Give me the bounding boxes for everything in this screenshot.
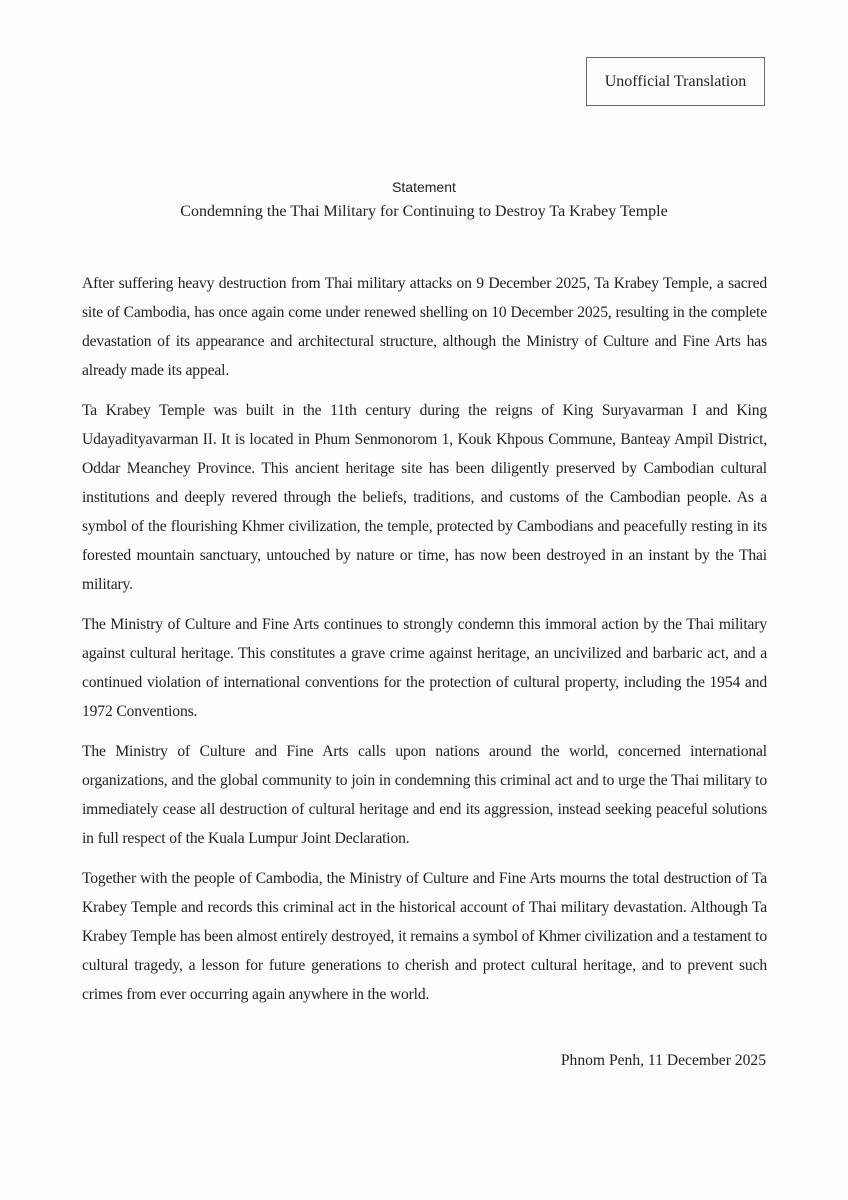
place-and-date: Phnom Penh, 11 December 2025 [560, 1052, 766, 1069]
stamp-label: Unofficial Translation [604, 72, 747, 90]
unofficial-translation-stamp [586, 57, 765, 106]
paragraph-4: The Ministry of Culture and Fine Arts calls upon nations around the world, concerned international organizations, and the global community to join in condemning this criminal act and to urge the Thai military to immediately cease all destruction of cultural heritage and end its aggression, instead seeking peaceful solutions in full respect of the Kuala Lumpur Joint Declaration. [82, 743, 767, 847]
statement-body [82, 269, 767, 1020]
paragraph-1: After suffering heavy destruction from Thai military attacks on 9 December 2025, Ta Krabey Temple, a sacred site of Cambodia, has once again come under renewed shelling on 10 December 2025, resulting in the complete devastation of its appearance and architectural structure, although the Ministry of Culture and Fine Arts has already made its appeal. [82, 275, 767, 379]
statement-title: Condemning the Thai Military for Continuing to Destroy Ta Krabey Temple [180, 203, 668, 220]
paragraph-2: Ta Krabey Temple was built in the 11th century during the reigns of King Suryavarman I and King Udayadityavarman II. It is located in Phum Senmonorom 1, Kouk Khpous Commune, Banteay Ampil District, Oddar Meanchey Province. This ancient heritage site has been diligently preserved by Cambodian cultural institutions and deeply revered through the beliefs, traditions, and customs of the Cambodian people. As a symbol of the flourishing Khmer civilization, the temple, protected by Cambodians and peacefully resting in its forested mountain sanctuary, untouched by nature or time, has now been destroyed in an instant by the Thai military. [82, 402, 767, 593]
statement-label: Statement [392, 179, 456, 195]
paragraph-5: Together with the people of Cambodia, the Ministry of Culture and Fine Arts mourns the total destruction of Ta Krabey Temple and records this criminal act in the historical account of Thai military devastation. Although Ta Krabey Temple has been almost entirely destroyed, it remains a symbol of Khmer civilization and a testament to cultural tragedy, a lesson for future generations to cherish and protect cultural heritage, and to prevent such crimes from ever occurring again anywhere in the world. [82, 870, 767, 1003]
paragraph-3: The Ministry of Culture and Fine Arts continues to strongly condemn this immoral action by the Thai military against cultural heritage. This constitutes a grave crime against heritage, an uncivilized and barbaric act, and a continued violation of international conventions for the protection of cultural property, including the 1954 and 1972 Conventions. [82, 616, 767, 720]
